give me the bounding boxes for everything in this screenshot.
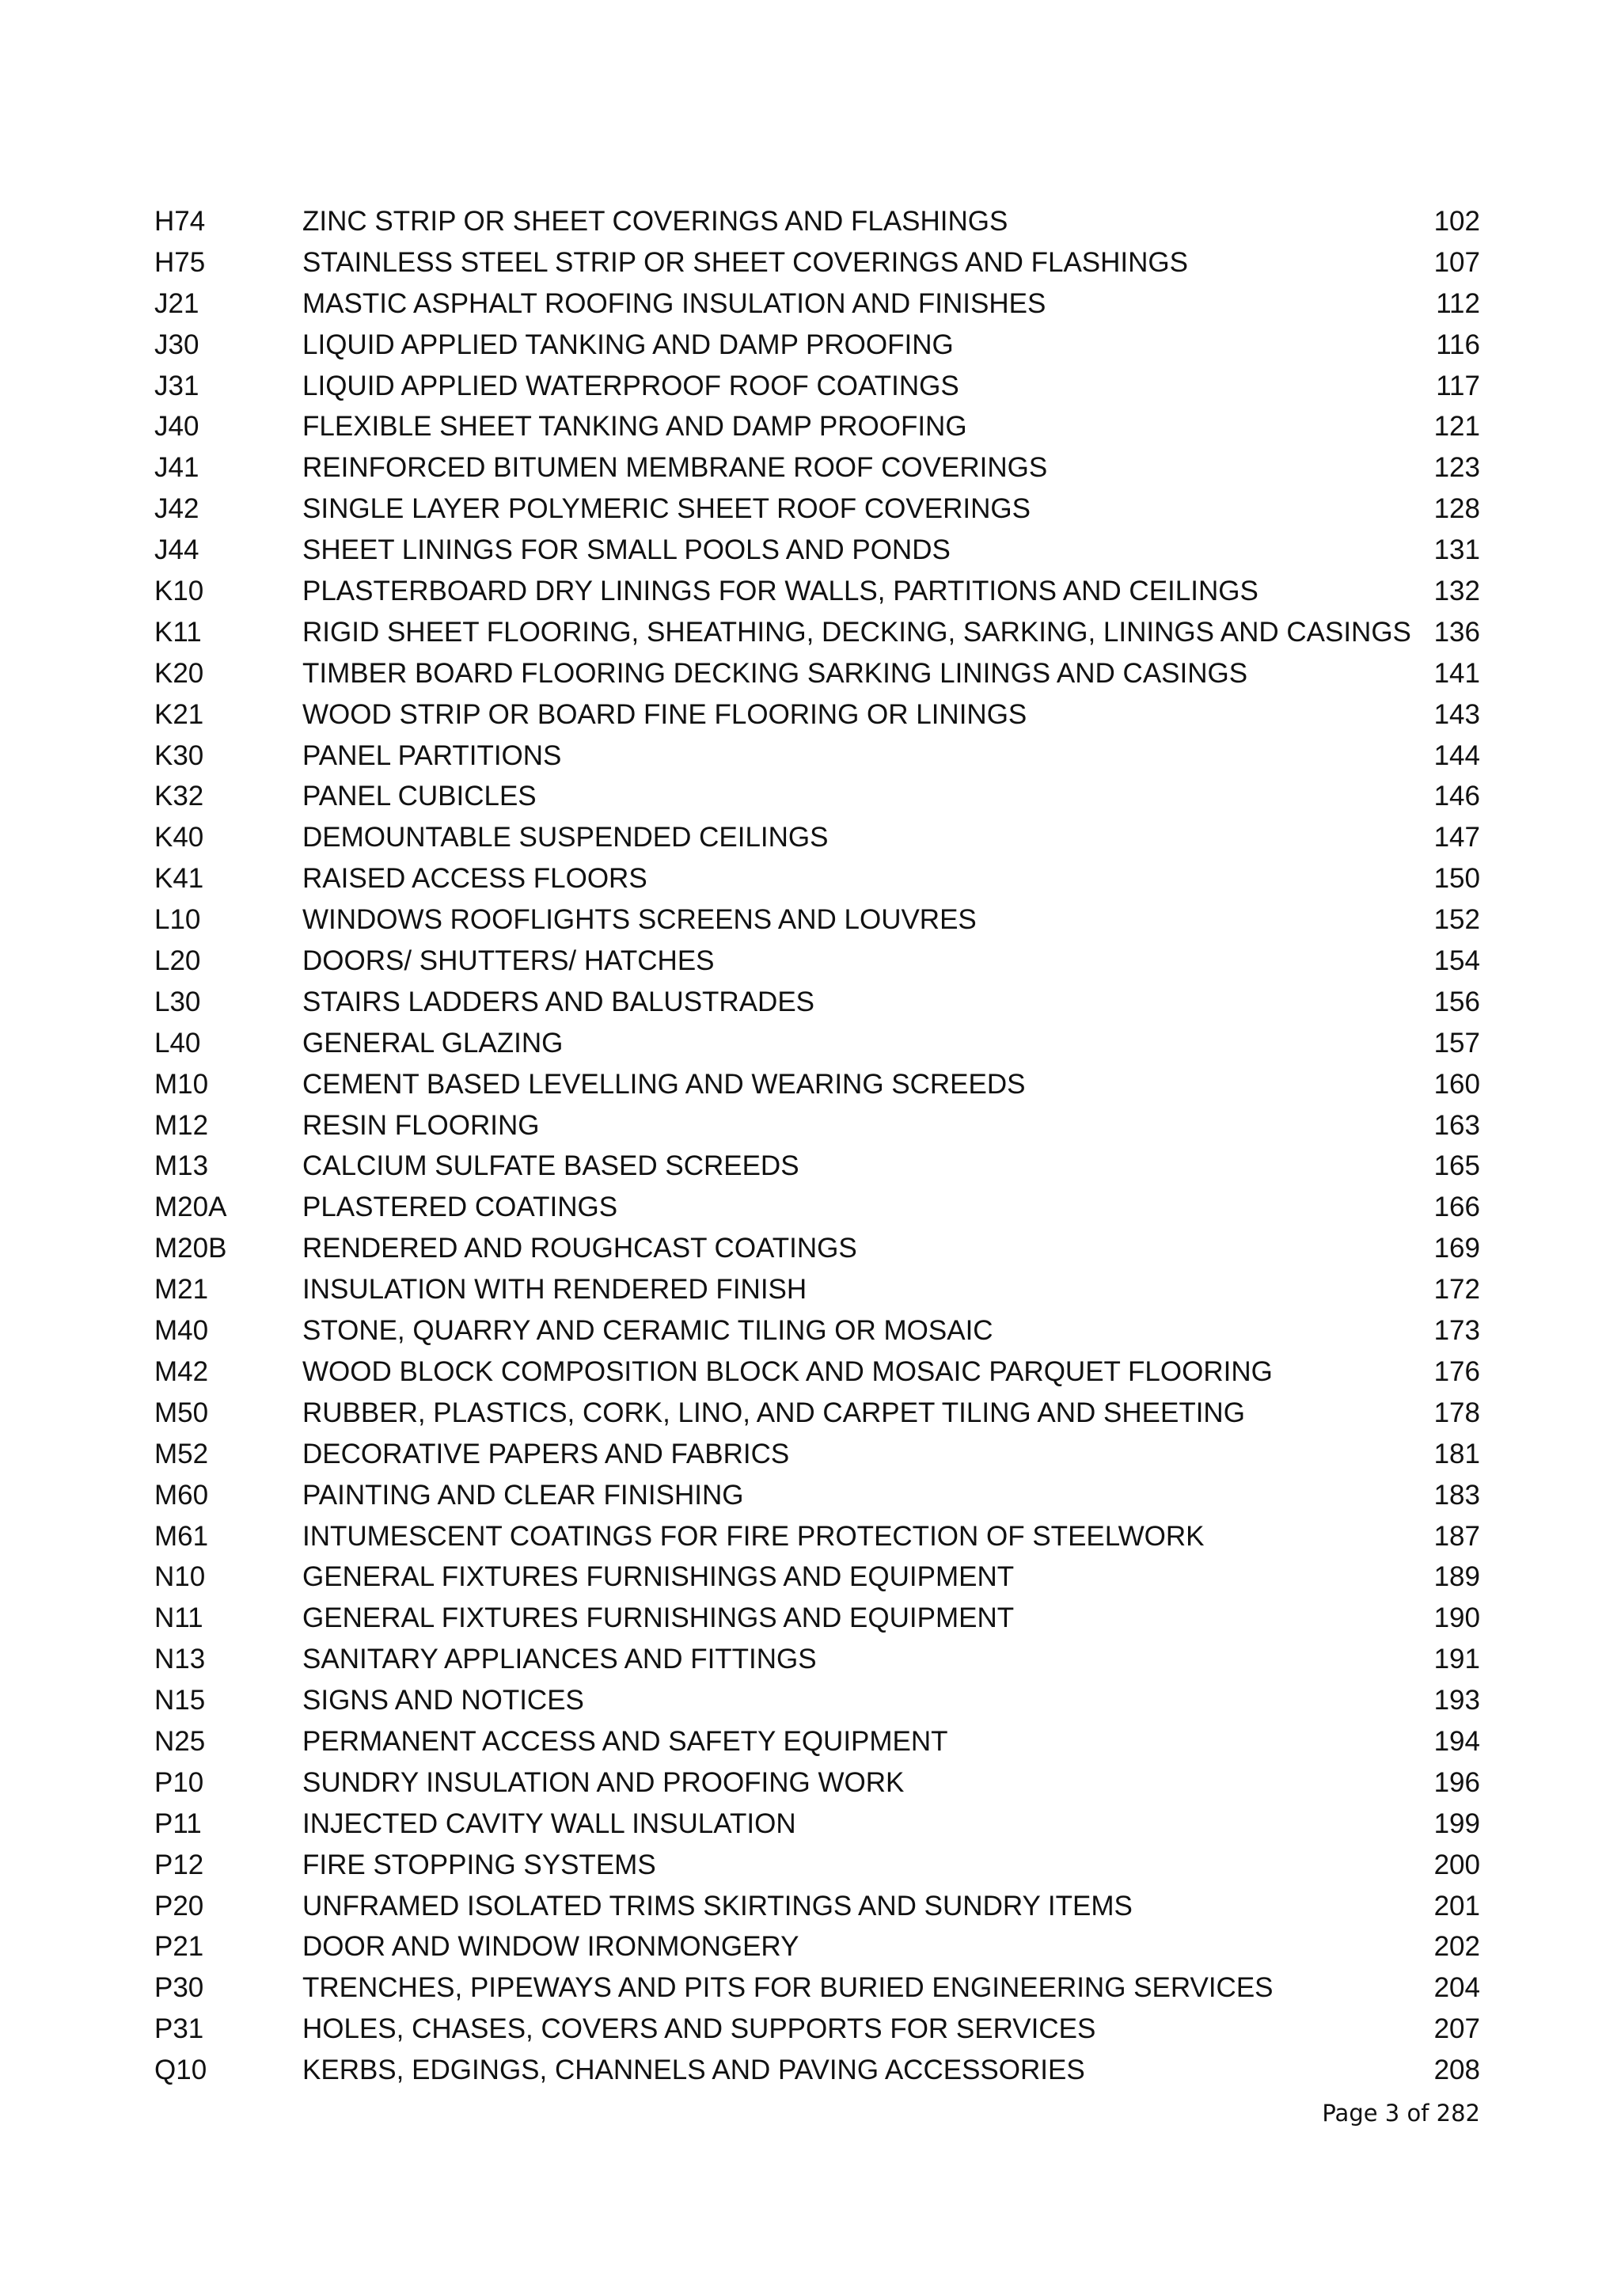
section-page-number: 200 <box>1433 1849 1480 1880</box>
section-title: SUNDRY INSULATION AND PROOFING WORK <box>302 1766 905 1798</box>
toc-row <box>154 1557 1480 1598</box>
section-page-number: 178 <box>1433 1397 1480 1428</box>
toc-row <box>154 1967 1480 2009</box>
section-code: K11 <box>154 616 202 648</box>
toc-row <box>154 488 1480 530</box>
section-title: WOOD STRIP OR BOARD FINE FLOORING OR LININGS <box>302 698 1027 730</box>
section-code: K10 <box>154 576 204 607</box>
section-title: PLASTERBOARD DRY LININGS FOR WALLS, PARTITIONS AND CEILINGS <box>302 576 1258 607</box>
section-page-number: 150 <box>1433 863 1480 895</box>
section-title: PANEL CUBICLES <box>302 781 537 812</box>
toc-row <box>154 2050 1480 2091</box>
toc-row <box>154 1762 1480 1804</box>
section-code: P12 <box>154 1849 204 1880</box>
section-page-number: 187 <box>1433 1520 1480 1552</box>
section-page-number: 165 <box>1433 1150 1480 1182</box>
section-page-number: 121 <box>1433 411 1480 443</box>
section-page-number: 194 <box>1433 1725 1480 1757</box>
toc-row <box>154 571 1480 612</box>
toc-row <box>154 1351 1480 1393</box>
section-code: M60 <box>154 1479 209 1511</box>
section-title: KERBS, EDGINGS, CHANNELS AND PAVING ACCESSORIES <box>302 2055 1085 2086</box>
toc-row <box>154 366 1480 407</box>
section-code: N11 <box>154 1602 203 1634</box>
section-title: CALCIUM SULFATE BASED SCREEDS <box>302 1150 799 1182</box>
section-code: N13 <box>154 1644 206 1675</box>
section-page-number: 147 <box>1433 822 1480 853</box>
section-title: TRENCHES, PIPEWAYS AND PITS FOR BURIED ENGINEERING SERVICES <box>302 1972 1274 2004</box>
section-code: M12 <box>154 1109 209 1141</box>
section-title: GENERAL GLAZING <box>302 1027 564 1059</box>
section-code: M52 <box>154 1438 209 1469</box>
section-code: P30 <box>154 1972 204 2004</box>
section-code: L40 <box>154 1027 201 1059</box>
section-title: PAINTING AND CLEAR FINISHING <box>302 1479 744 1511</box>
section-page-number: 144 <box>1433 739 1480 771</box>
section-title: DECORATIVE PAPERS AND FABRICS <box>302 1438 790 1469</box>
section-code: J44 <box>154 534 199 566</box>
section-title: RUBBER, PLASTICS, CORK, LINO, AND CARPET TILING AND SHEETING <box>302 1397 1245 1428</box>
section-code: M50 <box>154 1397 209 1428</box>
section-code: L10 <box>154 904 201 936</box>
table-of-contents <box>154 201 1480 2091</box>
toc-row <box>154 1269 1480 1310</box>
section-code: J21 <box>154 287 199 319</box>
section-title: FIRE STOPPING SYSTEMS <box>302 1849 656 1880</box>
toc-row <box>154 941 1480 982</box>
section-title: RIGID SHEET FLOORING, SHEATHING, DECKING, SARKING, LININGS AND CASINGS <box>302 616 1411 648</box>
toc-row <box>154 201 1480 242</box>
section-title: WINDOWS ROOFLIGHTS SCREENS AND LOUVRES <box>302 904 977 936</box>
toc-row <box>154 776 1480 817</box>
section-page-number: 189 <box>1433 1561 1480 1593</box>
section-code: M40 <box>154 1315 209 1347</box>
section-page-number: 141 <box>1433 657 1480 689</box>
section-page-number: 112 <box>1436 287 1480 319</box>
section-title: TIMBER BOARD FLOORING DECKING SARKING LININGS AND CASINGS <box>302 657 1248 689</box>
toc-row <box>154 1434 1480 1475</box>
section-page-number: 190 <box>1433 1602 1480 1634</box>
toc-row <box>154 325 1480 366</box>
section-code: P31 <box>154 2013 204 2045</box>
toc-row <box>154 283 1480 325</box>
section-page-number: 199 <box>1433 1808 1480 1839</box>
section-code: J31 <box>154 370 199 401</box>
section-code: M20A <box>154 1192 227 1223</box>
toc-row <box>154 1598 1480 1639</box>
section-code: P10 <box>154 1766 204 1798</box>
section-page-number: 160 <box>1433 1068 1480 1100</box>
section-code: J40 <box>154 411 199 443</box>
section-page-number: 163 <box>1433 1109 1480 1141</box>
toc-row <box>154 1845 1480 1886</box>
section-code: K32 <box>154 781 204 812</box>
toc-row <box>154 1804 1480 1845</box>
toc-row <box>154 1064 1480 1105</box>
toc-row <box>154 1187 1480 1228</box>
section-title: REINFORCED BITUMEN MEMBRANE ROOF COVERINGS <box>302 452 1048 484</box>
section-code: K41 <box>154 863 204 895</box>
section-page-number: 169 <box>1433 1233 1480 1264</box>
section-title: INSULATION WITH RENDERED FINISH <box>302 1274 807 1306</box>
toc-row <box>154 447 1480 488</box>
toc-row <box>154 1146 1480 1187</box>
section-page-number: 202 <box>1433 1931 1480 1963</box>
section-page-number: 207 <box>1433 2013 1480 2045</box>
section-code: M61 <box>154 1520 209 1552</box>
section-title: SINGLE LAYER POLYMERIC SHEET ROOF COVERINGS <box>302 493 1031 525</box>
section-title: INJECTED CAVITY WALL INSULATION <box>302 1808 796 1839</box>
section-code: K30 <box>154 739 204 771</box>
section-title: GENERAL FIXTURES FURNISHINGS AND EQUIPMENT <box>302 1602 1015 1634</box>
section-code: J41 <box>154 452 199 484</box>
section-title: SHEET LININGS FOR SMALL POOLS AND PONDS <box>302 534 951 566</box>
section-code: M13 <box>154 1150 209 1182</box>
toc-row <box>154 1721 1480 1762</box>
section-title: WOOD BLOCK COMPOSITION BLOCK AND MOSAIC PARQUET FLOORING <box>302 1355 1273 1387</box>
section-title: GENERAL FIXTURES FURNISHINGS AND EQUIPMENT <box>302 1561 1015 1593</box>
section-code: H75 <box>154 246 206 278</box>
section-code: P20 <box>154 1890 204 1922</box>
section-code: K21 <box>154 698 204 730</box>
toc-row <box>154 694 1480 736</box>
section-page-number: 172 <box>1433 1274 1480 1306</box>
section-code: K20 <box>154 657 204 689</box>
section-title: PLASTERED COATINGS <box>302 1192 618 1223</box>
section-page-number: 143 <box>1433 698 1480 730</box>
section-page-number: 191 <box>1433 1644 1480 1675</box>
toc-row <box>154 653 1480 694</box>
toc-row <box>154 1926 1480 1967</box>
section-code: L30 <box>154 986 201 1017</box>
section-page-number: 166 <box>1433 1192 1480 1223</box>
toc-row <box>154 612 1480 653</box>
toc-row <box>154 736 1480 777</box>
section-title: DOOR AND WINDOW IRONMONGERY <box>302 1931 799 1963</box>
section-page-number: 181 <box>1433 1438 1480 1469</box>
toc-row <box>154 982 1480 1023</box>
page-number-footer: Page 3 of 282 <box>1322 2100 1480 2127</box>
section-title: UNFRAMED ISOLATED TRIMS SKIRTINGS AND SUNDRY ITEMS <box>302 1890 1133 1922</box>
section-title: FLEXIBLE SHEET TANKING AND DAMP PROOFING <box>302 411 967 443</box>
section-title: RENDERED AND ROUGHCAST COATINGS <box>302 1233 857 1264</box>
section-title: DOORS/ SHUTTERS/ HATCHES <box>302 945 715 977</box>
section-page-number: 196 <box>1433 1766 1480 1798</box>
section-page-number: 176 <box>1433 1355 1480 1387</box>
toc-row <box>154 1228 1480 1269</box>
section-title: STAIRS LADDERS AND BALUSTRADES <box>302 986 815 1017</box>
section-code: H74 <box>154 206 206 237</box>
section-page-number: 201 <box>1433 1890 1480 1922</box>
section-title: PANEL PARTITIONS <box>302 739 562 771</box>
section-code: N25 <box>154 1725 206 1757</box>
toc-row <box>154 1310 1480 1351</box>
section-page-number: 107 <box>1433 246 1480 278</box>
section-title: SIGNS AND NOTICES <box>302 1685 584 1716</box>
toc-row <box>154 817 1480 858</box>
section-code: M10 <box>154 1068 209 1100</box>
section-title: SANITARY APPLIANCES AND FITTINGS <box>302 1644 817 1675</box>
section-title: STONE, QUARRY AND CERAMIC TILING OR MOSAIC <box>302 1315 993 1347</box>
section-code: N10 <box>154 1561 206 1593</box>
toc-row <box>154 1680 1480 1721</box>
section-page-number: 146 <box>1433 781 1480 812</box>
section-page-number: 156 <box>1433 986 1480 1017</box>
toc-row <box>154 899 1480 941</box>
section-page-number: 208 <box>1433 2055 1480 2086</box>
section-code: P11 <box>154 1808 202 1839</box>
section-page-number: 193 <box>1433 1685 1480 1716</box>
section-code: K40 <box>154 822 204 853</box>
section-title: RESIN FLOORING <box>302 1109 540 1141</box>
section-code: L20 <box>154 945 201 977</box>
section-page-number: 102 <box>1433 206 1480 237</box>
toc-row <box>154 1886 1480 1927</box>
section-title: DEMOUNTABLE SUSPENDED CEILINGS <box>302 822 829 853</box>
section-title: STAINLESS STEEL STRIP OR SHEET COVERINGS AND FLASHINGS <box>302 246 1188 278</box>
section-page-number: 128 <box>1433 493 1480 525</box>
section-title: LIQUID APPLIED WATERPROOF ROOF COATINGS <box>302 370 959 401</box>
section-code: Q10 <box>154 2055 207 2086</box>
section-title: PERMANENT ACCESS AND SAFETY EQUIPMENT <box>302 1725 948 1757</box>
toc-row <box>154 1023 1480 1064</box>
section-title: RAISED ACCESS FLOORS <box>302 863 647 895</box>
section-page-number: 152 <box>1433 904 1480 936</box>
toc-row <box>154 2009 1480 2050</box>
section-page-number: 154 <box>1433 945 1480 977</box>
section-code: J42 <box>154 493 199 525</box>
section-page-number: 157 <box>1433 1027 1480 1059</box>
section-page-number: 123 <box>1433 452 1480 484</box>
section-code: N15 <box>154 1685 206 1716</box>
section-title: ZINC STRIP OR SHEET COVERINGS AND FLASHINGS <box>302 206 1008 237</box>
section-page-number: 132 <box>1433 576 1480 607</box>
section-page-number: 131 <box>1433 534 1480 566</box>
section-title: INTUMESCENT COATINGS FOR FIRE PROTECTION OF STEELWORK <box>302 1520 1205 1552</box>
toc-row <box>154 1393 1480 1434</box>
toc-row <box>154 406 1480 447</box>
section-page-number: 136 <box>1433 616 1480 648</box>
toc-row <box>154 858 1480 899</box>
section-code: P21 <box>154 1931 204 1963</box>
toc-row <box>154 1105 1480 1146</box>
section-page-number: 204 <box>1433 1972 1480 2004</box>
toc-row <box>154 1516 1480 1557</box>
section-page-number: 117 <box>1436 370 1480 401</box>
toc-row <box>154 1639 1480 1680</box>
section-page-number: 183 <box>1433 1479 1480 1511</box>
toc-row <box>154 242 1480 283</box>
section-code: J30 <box>154 329 199 360</box>
section-page-number: 173 <box>1433 1315 1480 1347</box>
section-title: HOLES, CHASES, COVERS AND SUPPORTS FOR SERVICES <box>302 2013 1096 2045</box>
section-page-number: 116 <box>1436 329 1480 360</box>
section-code: M42 <box>154 1355 209 1387</box>
section-title: MASTIC ASPHALT ROOFING INSULATION AND FINISHES <box>302 287 1046 319</box>
section-title: LIQUID APPLIED TANKING AND DAMP PROOFING <box>302 329 954 360</box>
section-title: CEMENT BASED LEVELLING AND WEARING SCREEDS <box>302 1068 1026 1100</box>
toc-row <box>154 1475 1480 1516</box>
section-code: M20B <box>154 1233 227 1264</box>
section-code: M21 <box>154 1274 209 1306</box>
toc-row <box>154 530 1480 571</box>
